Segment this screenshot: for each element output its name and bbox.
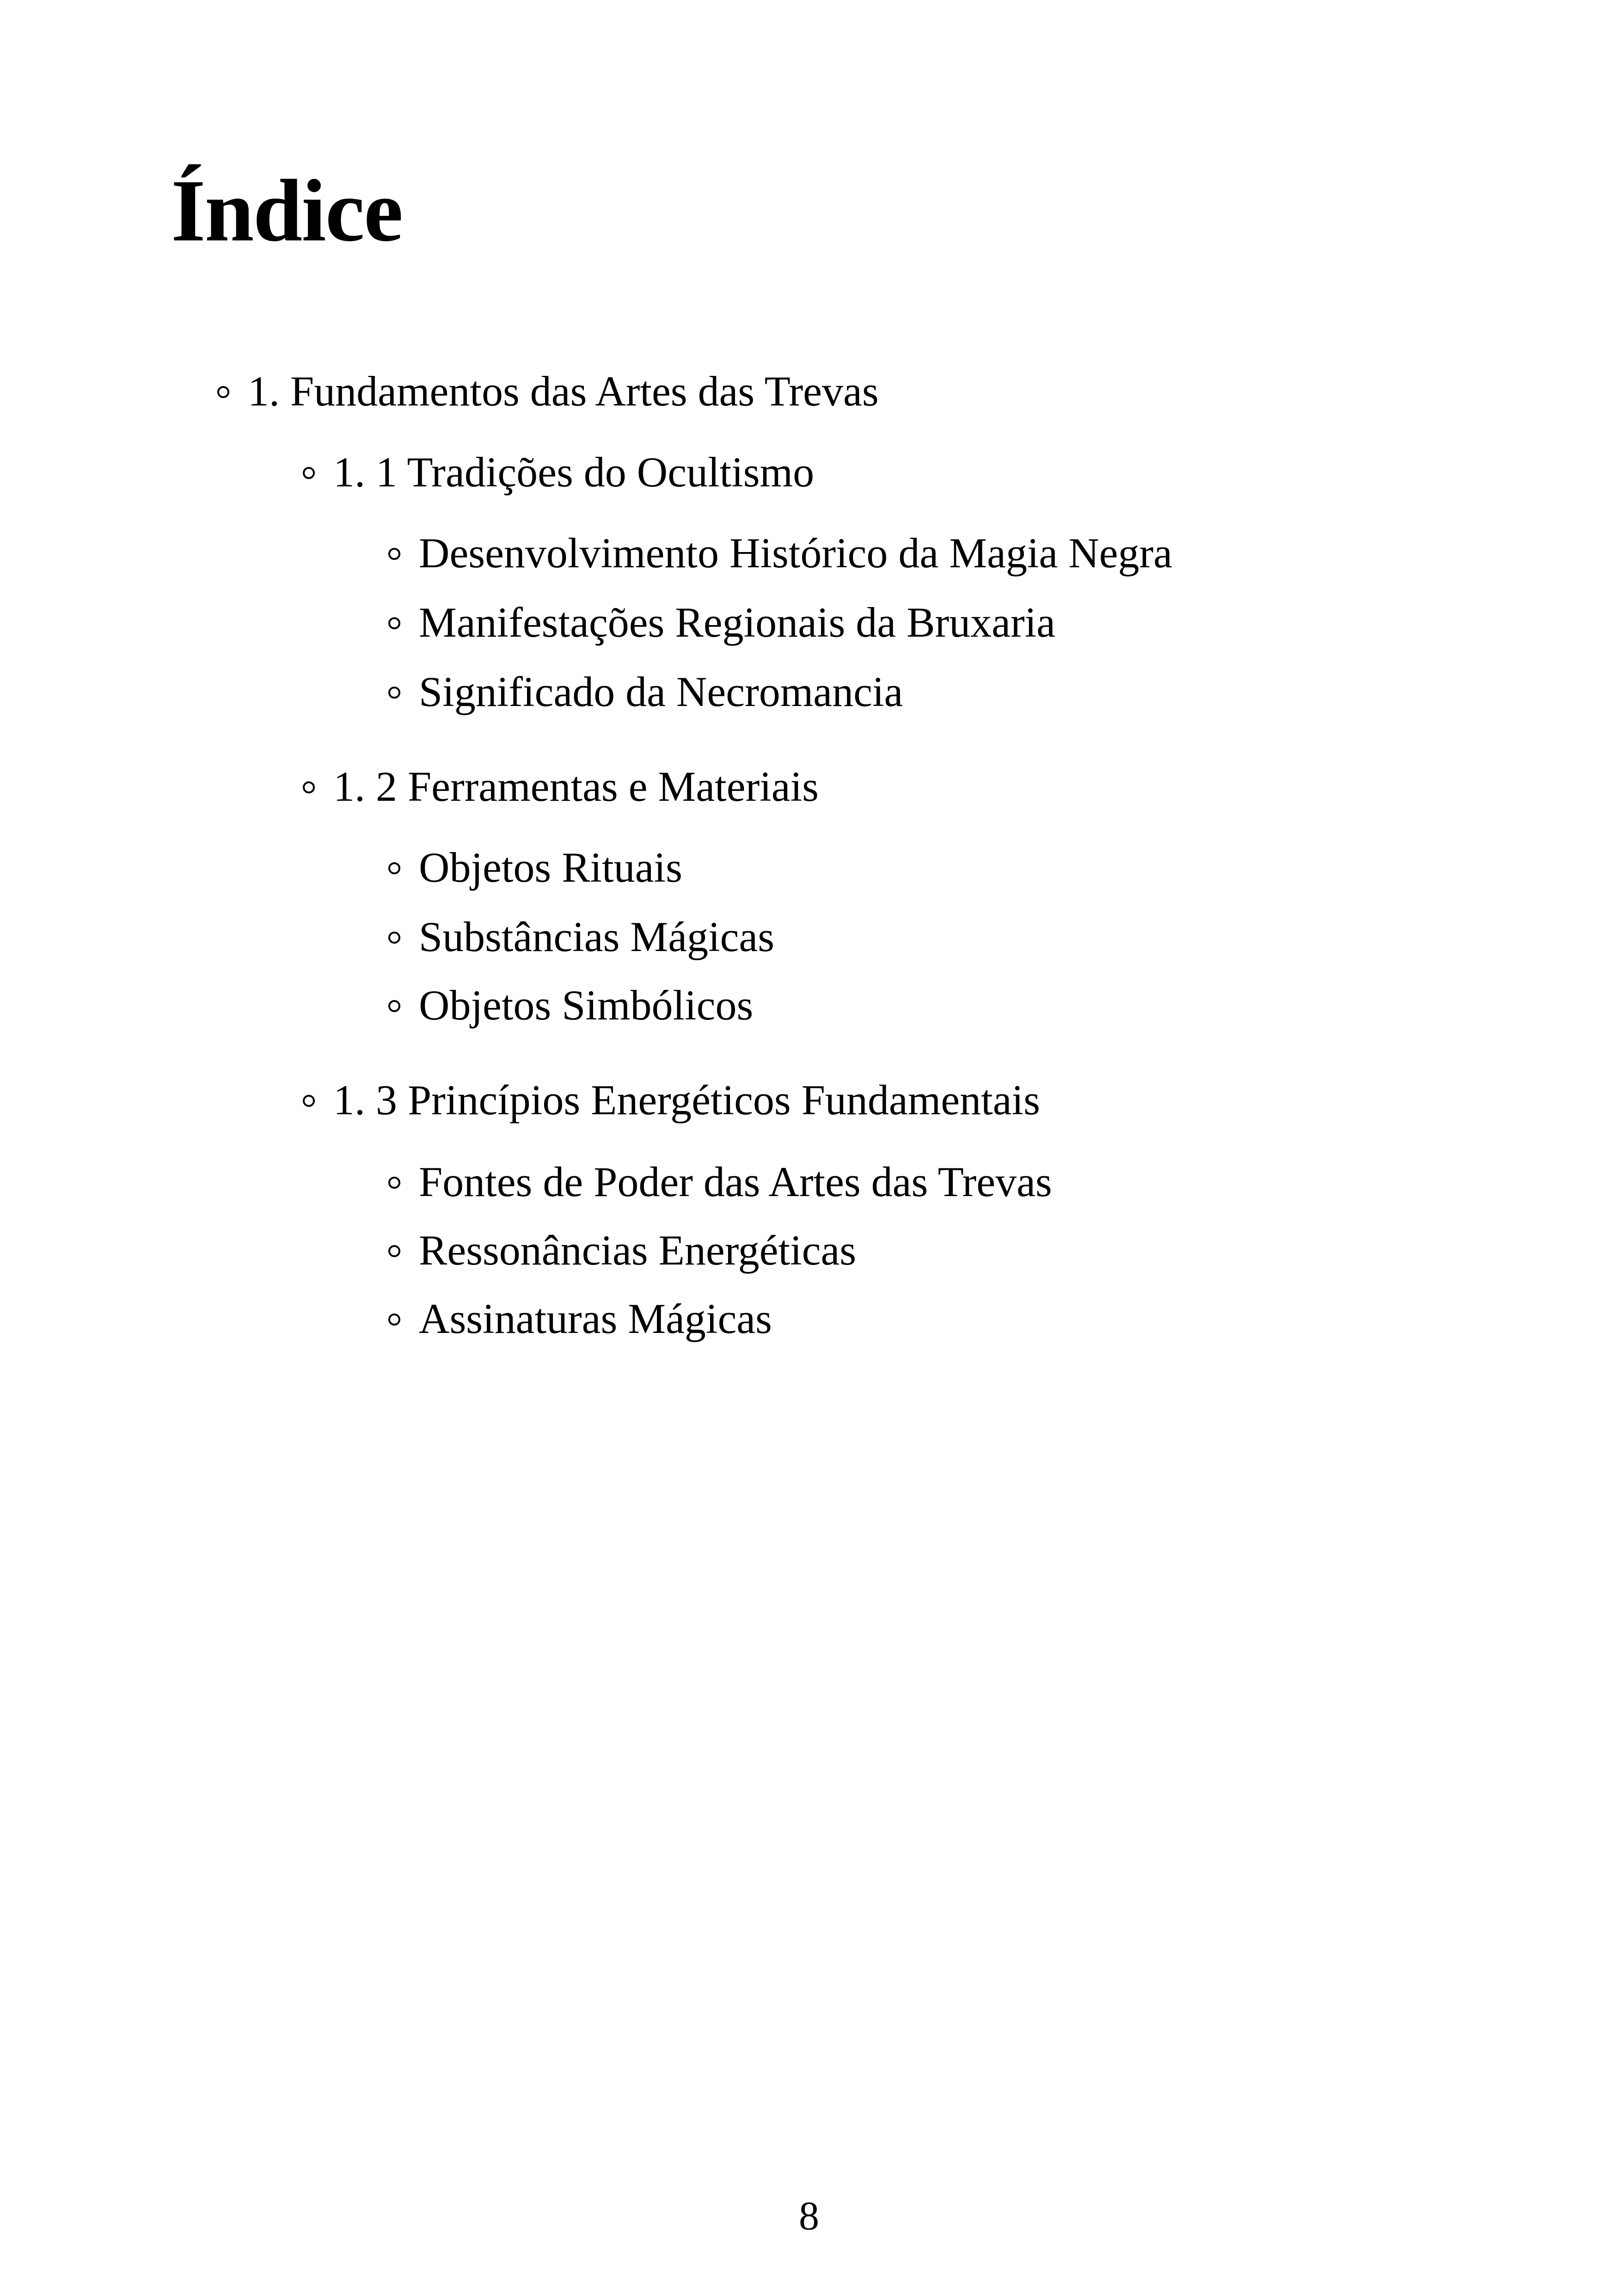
toc-subsection-label: 1. 3 Princípios Energéticos Fundamentais: [333, 1076, 1040, 1123]
circle-bullet-icon: [303, 467, 315, 479]
circle-bullet-icon: [388, 862, 400, 874]
circle-bullet-icon: [303, 1095, 315, 1107]
toc-item[interactable]: [388, 529, 1172, 577]
circle-bullet-icon: [303, 781, 315, 793]
toc-section-label: 1. Fundamentos das Artes das Trevas: [248, 368, 879, 415]
page-number: 8: [799, 2194, 819, 2239]
toc-item[interactable]: [388, 601, 1055, 644]
toc-subsection-1-1[interactable]: [303, 448, 815, 496]
circle-bullet-icon: [388, 1177, 400, 1189]
toc-item-label: Desenvolvimento Histórico da Magia Negra: [419, 529, 1172, 577]
toc-subsection-label: 1. 2 Ferramentas e Materiais: [333, 763, 819, 810]
toc-item[interactable]: [388, 1297, 772, 1340]
circle-bullet-icon: [388, 932, 400, 944]
toc-item-label: Ressonâncias Energéticas: [419, 1227, 857, 1274]
toc-item[interactable]: [388, 982, 754, 1029]
toc-item[interactable]: [388, 915, 774, 958]
toc-item[interactable]: [388, 670, 903, 713]
toc-section-1[interactable]: [217, 368, 879, 415]
toc-item[interactable]: [388, 1227, 857, 1274]
circle-bullet-icon: [388, 617, 400, 629]
toc-item-label: Objetos Simbólicos: [419, 982, 754, 1029]
circle-bullet-icon: [388, 1314, 400, 1326]
toc-item-label: Manifestações Regionais da Bruxaria: [419, 599, 1055, 646]
toc-item-label: Objetos Rituais: [419, 844, 682, 891]
page-title: Índice: [171, 161, 403, 260]
circle-bullet-icon: [388, 548, 400, 560]
toc-item[interactable]: [388, 1160, 1052, 1203]
toc-item-label: Substâncias Mágicas: [419, 913, 775, 960]
toc-subsection-1-2[interactable]: [303, 765, 819, 808]
toc-item[interactable]: [388, 846, 682, 889]
circle-bullet-icon: [388, 1245, 400, 1257]
circle-bullet-icon: [388, 687, 400, 699]
toc-item-label: Significado da Necromancia: [419, 668, 903, 715]
circle-bullet-icon: [388, 1000, 400, 1012]
toc-item-label: Fontes de Poder das Artes das Trevas: [419, 1158, 1052, 1205]
toc-subsection-label: 1. 1 Tradições do Ocultismo: [333, 448, 815, 496]
circle-bullet-icon: [217, 386, 229, 398]
toc-subsection-1-3[interactable]: [303, 1076, 1040, 1123]
toc-item-label: Assinaturas Mágicas: [419, 1295, 772, 1342]
